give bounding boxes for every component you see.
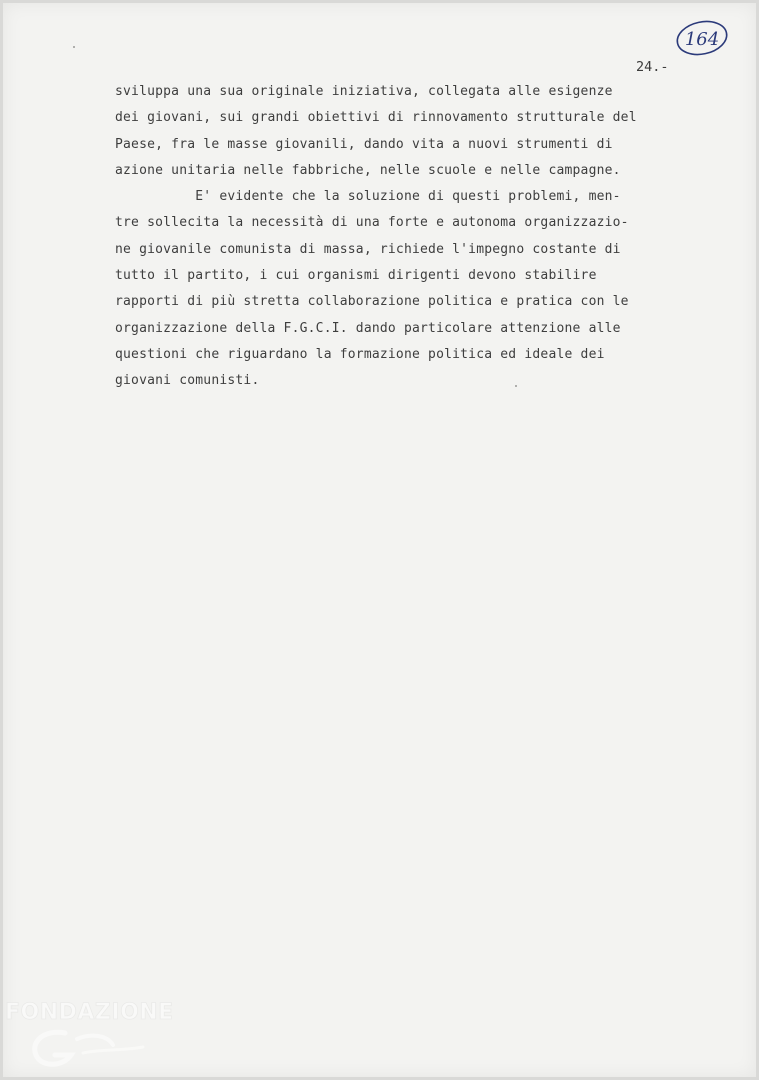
paper-speck — [515, 385, 517, 387]
page-number: 24.- — [636, 59, 669, 75]
text-line: E' evidente che la soluzione di questi problemi, men- — [115, 189, 621, 205]
text-line: questioni che riguardano la formazione politica ed ideale dei — [115, 346, 605, 362]
text-line: dei giovani, sui grandi obiettivi di rinnovamento strutturale del — [115, 110, 637, 126]
watermark-logo-icon — [35, 1032, 71, 1064]
watermark-text: FONDAZIONE — [5, 1000, 174, 1025]
archive-number-stamp — [674, 18, 730, 58]
text-line: rapporti di più stretta collaborazione politica e pratica con le — [115, 294, 629, 310]
archive-number: 164 — [684, 29, 720, 50]
body-text — [115, 79, 715, 395]
paper-speck — [73, 46, 75, 48]
document-page — [3, 3, 756, 1077]
text-line: Paese, fra le masse giovanili, dando vita a nuovi strumenti di — [115, 136, 613, 152]
foundation-watermark — [3, 993, 203, 1073]
text-line: organizzazione della F.G.C.I. dando particolare attenzione alle — [115, 320, 621, 336]
text-line: tre sollecita la necessità di una forte e autonoma organizzazio- — [115, 215, 629, 231]
text-line: ne giovanile comunista di massa, richiede l'impegno costante di — [115, 241, 621, 257]
text-line: tutto il partito, i cui organismi dirigenti devono stabilire — [115, 268, 597, 284]
text-line: azione unitaria nelle fabbriche, nelle scuole e nelle campagne. — [115, 162, 621, 178]
text-line: sviluppa una sua originale iniziativa, collegata alle esigenze — [115, 84, 613, 99]
text-line: giovani comunisti. — [115, 373, 260, 389]
